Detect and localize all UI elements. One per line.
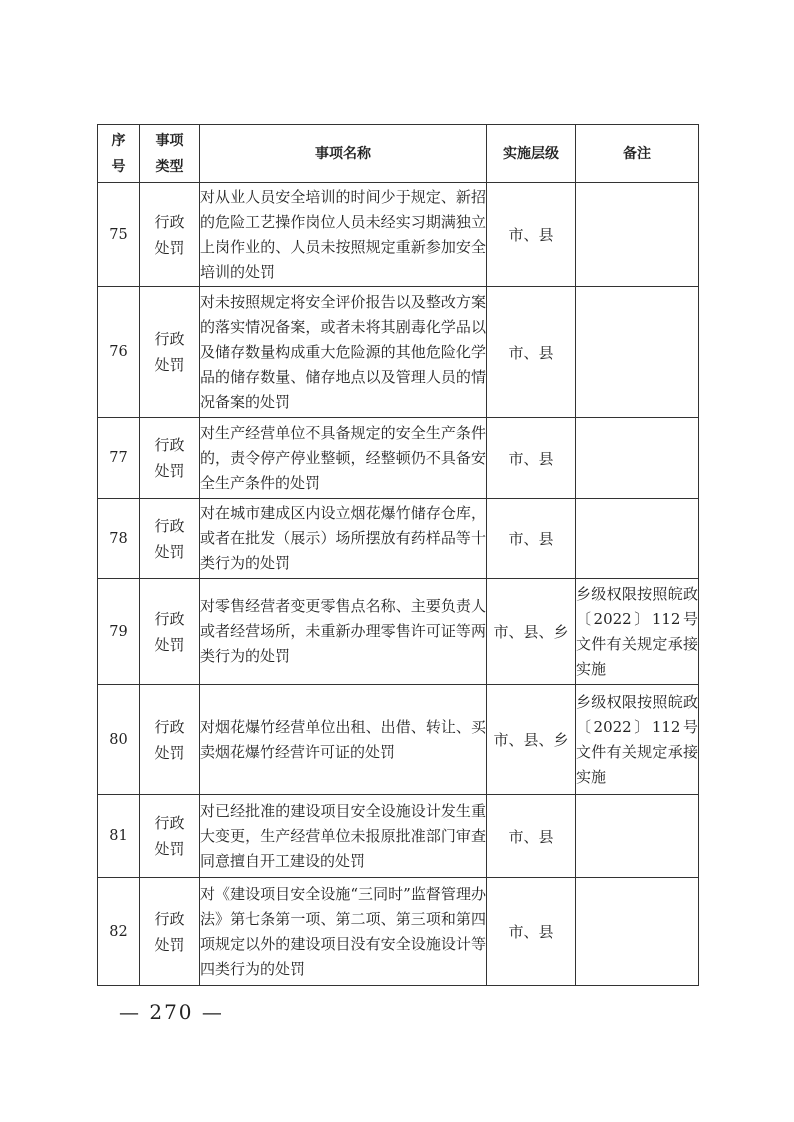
- row-note: [576, 878, 699, 986]
- row-level: 市、县: [487, 183, 576, 287]
- header-type: 事项类型: [140, 125, 200, 183]
- row-name: 对《建设项目安全设施“三同时”监督管理办法》第七条第一项、第二项、第三项和第四项规定以外的建设项目没有安全设施设计等四类行为的处罚: [200, 878, 487, 986]
- row-level: 市、县: [487, 287, 576, 418]
- row-note: [576, 499, 699, 579]
- table-row: [98, 878, 699, 986]
- row-note: [576, 183, 699, 287]
- row-name: 对生产经营单位不具备规定的安全生产条件的，责令停产停业整顿，经整顿仍不具备安全生产条件的处罚: [200, 418, 487, 499]
- row-type: 行政处罚: [140, 795, 200, 878]
- table-row: [98, 685, 699, 795]
- row-name: 对未按照规定将安全评价报告以及整改方案的落实情况备案，或者未将其剧毒化学品以及储存数量构成重大危险源的其他危险化学品的储存数量、储存地点以及管理人员的情况备案的处罚: [200, 287, 487, 418]
- row-no: 75: [98, 183, 140, 287]
- row-type: 行政处罚: [140, 287, 200, 418]
- row-name: 对已经批准的建设项目安全设施设计发生重大变更，生产经营单位未报原批准部门审查同意擅自开工建设的处罚: [200, 795, 487, 878]
- row-no: 78: [98, 499, 140, 579]
- row-no: 82: [98, 878, 140, 986]
- row-note: 乡级权限按照皖政〔2022〕112号文件有关规定承接实施: [576, 685, 699, 795]
- row-no: 80: [98, 685, 140, 795]
- table-row: [98, 183, 699, 287]
- row-level: 市、县、乡: [487, 685, 576, 795]
- row-note: [576, 287, 699, 418]
- table-row: [98, 499, 699, 579]
- table-row: [98, 418, 699, 499]
- row-level: 市、县: [487, 795, 576, 878]
- table-row: [98, 579, 699, 685]
- row-name: 对烟花爆竹经营单位出租、出借、转让、买卖烟花爆竹经营许可证的处罚: [200, 685, 487, 795]
- items-table: [97, 124, 699, 986]
- row-level: 市、县: [487, 499, 576, 579]
- row-level: 市、县: [487, 418, 576, 499]
- row-name: 对在城市建成区内设立烟花爆竹储存仓库，或者在批发（展示）场所摆放有药样品等十类行为的处罚: [200, 499, 487, 579]
- header-level: 实施层级: [487, 125, 576, 183]
- header-row: [98, 125, 699, 183]
- row-type: 行政处罚: [140, 579, 200, 685]
- row-note: 乡级权限按照皖政〔2022〕112号文件有关规定承接实施: [576, 579, 699, 685]
- page-number: — 270 —: [119, 1000, 224, 1024]
- table-row: [98, 795, 699, 878]
- row-type: 行政处罚: [140, 183, 200, 287]
- table-row: [98, 287, 699, 418]
- header-name: 事项名称: [200, 125, 487, 183]
- header-note: 备注: [576, 125, 699, 183]
- header-no: 序号: [98, 125, 140, 183]
- row-type: 行政处罚: [140, 418, 200, 499]
- row-no: 77: [98, 418, 140, 499]
- row-note: [576, 418, 699, 499]
- row-type: 行政处罚: [140, 878, 200, 986]
- row-level: 市、县: [487, 878, 576, 986]
- row-note: [576, 795, 699, 878]
- row-level: 市、县、乡: [487, 579, 576, 685]
- row-type: 行政处罚: [140, 685, 200, 795]
- row-no: 79: [98, 579, 140, 685]
- row-name: 对从业人员安全培训的时间少于规定、新招的危险工艺操作岗位人员未经实习期满独立上岗作业的、人员未按照规定重新参加安全培训的处罚: [200, 183, 487, 287]
- row-type: 行政处罚: [140, 499, 200, 579]
- row-no: 81: [98, 795, 140, 878]
- row-name: 对零售经营者变更零售点名称、主要负责人或者经营场所，未重新办理零售许可证等两类行为的处罚: [200, 579, 487, 685]
- row-no: 76: [98, 287, 140, 418]
